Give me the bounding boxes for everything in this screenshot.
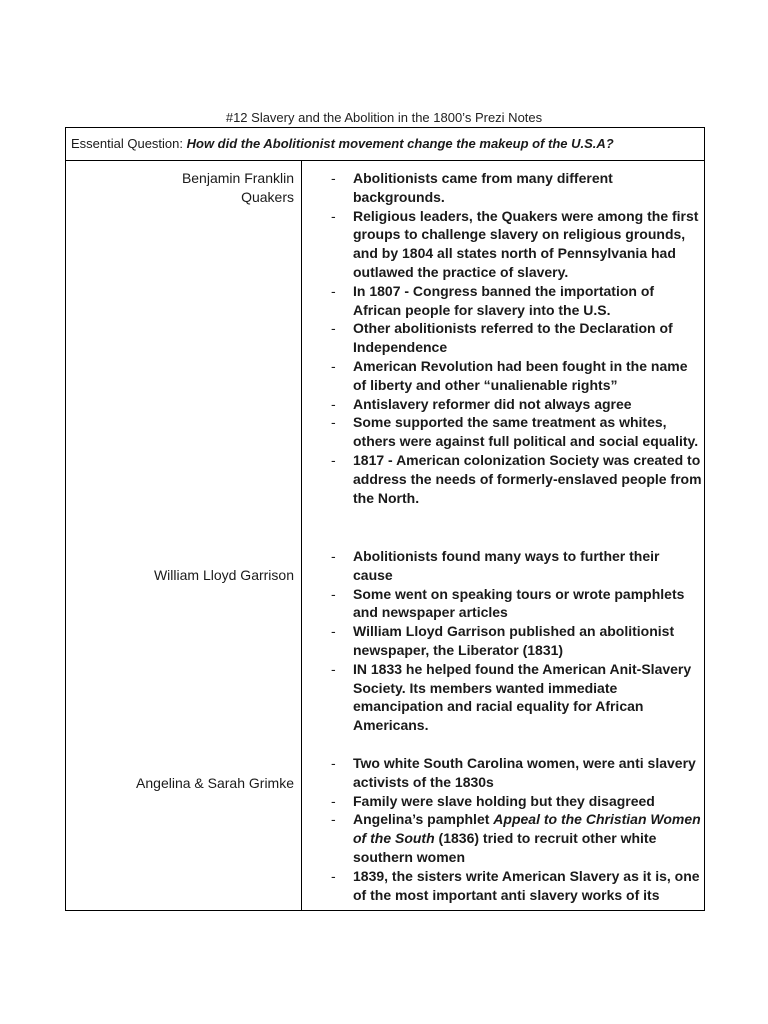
notes-column <box>302 161 704 910</box>
bullet-item <box>302 585 702 623</box>
dash-marker: - <box>331 170 336 186</box>
bullet-item <box>302 282 702 320</box>
bullet-list-section-2 <box>302 547 702 735</box>
dash-marker: - <box>331 320 336 337</box>
notes-body <box>66 161 704 910</box>
bullet-item <box>302 357 702 395</box>
dash-marker: - <box>331 548 336 564</box>
bullet-item <box>302 754 702 792</box>
bullet-text-part: (1836) tried to recruit other white southern women <box>353 830 657 865</box>
pamphlet-title: Appeal to the Christian Women of the South <box>353 811 701 847</box>
bullet-text: Other abolitionists referred to the Declaration of Independence <box>353 320 673 356</box>
bullet-text: Some went on speaking tours or wrote pamphlets and newspaper articles <box>353 585 685 621</box>
dash-marker: - <box>331 207 336 224</box>
bullet-text: Antislavery reformer did not always agree <box>353 395 632 412</box>
bullet-item <box>302 319 702 357</box>
bullet-text: IN 1833 he helped found the American Anit-Slavery Society. Its members wanted immediate emancipation and racial equality for African Americans. <box>353 660 692 734</box>
bullet-text: William Lloyd Garrison published an abolitionist newspaper, the Liberator (1831) <box>353 623 675 658</box>
dash-marker: - <box>331 282 336 299</box>
dash-marker: - <box>331 811 336 828</box>
cue-label: Benjamin Franklin <box>181 170 294 186</box>
dash-marker: - <box>331 660 336 677</box>
bullet-item <box>302 413 702 451</box>
dash-marker: - <box>331 755 336 771</box>
bullet-item <box>302 547 702 585</box>
bullet-text: In 1807 - Congress banned the importation of African people for slavery into the U.S. <box>353 282 655 318</box>
bullet-item <box>302 867 702 905</box>
bullet-text: Some supported the same treatment as whites, others were against full political and social equality. <box>353 414 699 450</box>
dash-marker: - <box>331 395 336 412</box>
bullet-text: 1817 - American colonization Society was created to address the needs of formerly-enslaved people from the North. <box>353 451 702 506</box>
dash-marker: - <box>331 792 336 809</box>
bullet-text: Two white South Carolina women, were anti slavery activists of the 1830s <box>353 755 696 790</box>
page-title: #12 Slavery and the Abolition in the 1800’s Prezi Notes <box>225 110 543 125</box>
dash-marker: - <box>331 623 336 640</box>
bullet-text: Religious leaders, the Quakers were among the first groups to challenge slavery on religious grounds, and by 1804 all states north of Pennsylvania had outlawed the practice of slavery. <box>353 207 699 280</box>
bullet-text: Abolitionists came from many different backgrounds. <box>353 170 613 205</box>
cue-group-grimke <box>136 774 294 793</box>
dash-marker: - <box>331 357 336 374</box>
bullet-item <box>302 169 702 207</box>
bullet-item <box>302 792 702 811</box>
bullet-item <box>302 622 702 660</box>
bullet-item <box>302 660 702 735</box>
cue-label: Angelina & Sarah Grimke <box>136 775 294 791</box>
cue-label: William Lloyd Garrison <box>153 567 294 583</box>
bullet-list-section-1 <box>302 169 702 507</box>
essential-question-text: How did the Abolitionist movement change the makeup of the U.S.A? <box>186 136 614 151</box>
cue-column <box>66 161 302 910</box>
dash-marker: - <box>331 585 336 602</box>
bullet-item <box>302 207 702 282</box>
dash-marker: - <box>331 867 336 884</box>
essential-question-label: Essential Question: <box>71 136 187 151</box>
cue-group-garrison <box>154 566 294 585</box>
bullet-item <box>302 810 702 866</box>
notes-table <box>65 127 705 911</box>
bullet-text <box>353 811 701 865</box>
bullet-text: American Revolution had been fought in the name of liberty and other “unalienable rights” <box>353 357 688 393</box>
bullet-list-section-3 <box>302 754 702 904</box>
bullet-text: Family were slave holding but they disagreed <box>353 792 655 809</box>
bullet-text: Abolitionists found many ways to further their cause <box>353 548 660 583</box>
bullet-item <box>302 451 702 507</box>
cue-label: Quakers <box>241 188 294 205</box>
bullet-text: 1839, the sisters write American Slavery as it is, one of the most important anti slavery works of its <box>353 867 700 903</box>
bullet-text-part: Angelina’s pamphlet <box>353 811 494 828</box>
bullet-item <box>302 395 702 414</box>
essential-question-row <box>66 128 704 161</box>
dash-marker: - <box>331 414 336 431</box>
dash-marker: - <box>331 451 336 468</box>
cue-group-franklin-quakers <box>182 169 294 207</box>
